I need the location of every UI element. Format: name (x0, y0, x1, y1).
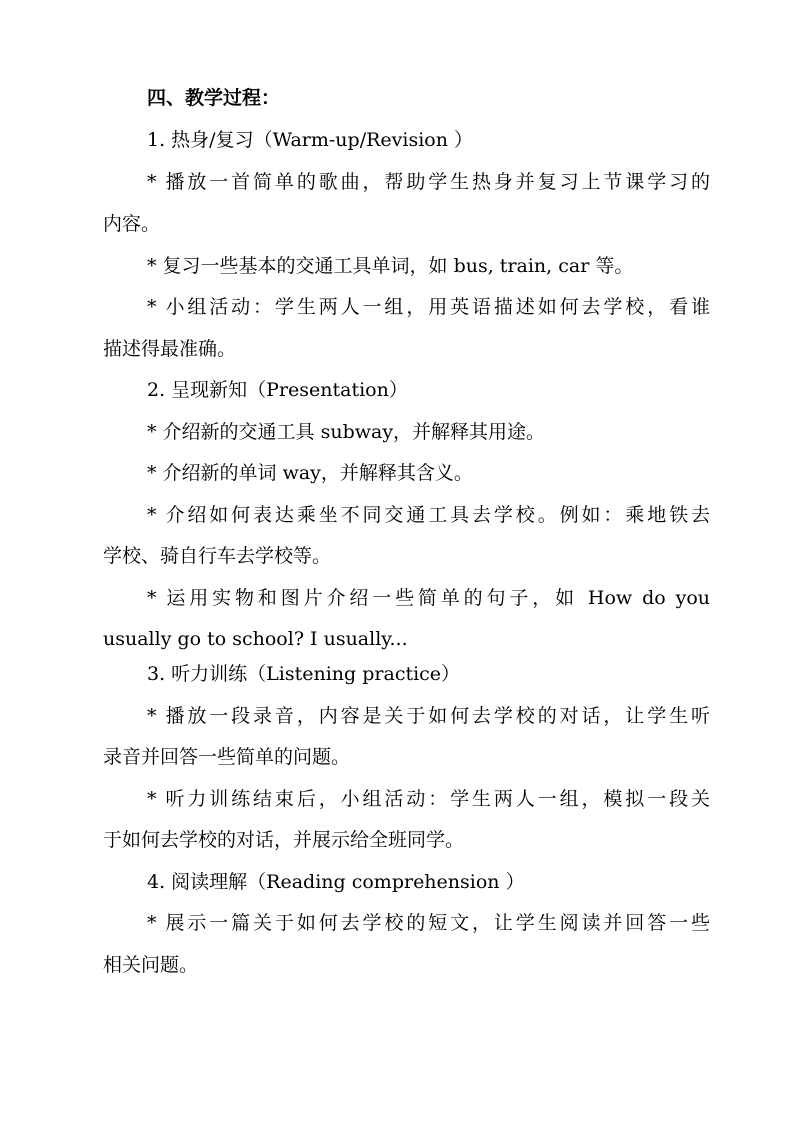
paragraph-line: * 复习一些基本的交通工具单词，如 bus, train, car 等。 (147, 255, 634, 277)
paragraph-line: * 介绍如何表达乘坐不同交通工具去学校。例如：乘地铁去 (147, 504, 710, 526)
paragraph-line: usually go to school? I usually... (103, 628, 408, 650)
paragraph-line: * 运用实物和图片介绍一些简单的句子，如 How do you (147, 587, 710, 609)
section-heading-presentation: 2. 呈现新知（Presentation） (147, 379, 408, 401)
paragraph-line: * 介绍新的单词 way，并解释其含义。 (147, 462, 473, 484)
paragraph-line: * 播放一段录音，内容是关于如何去学校的对话，让学生听 (147, 705, 710, 727)
paragraph-line: * 介绍新的交通工具 subway，并解释其用途。 (147, 421, 546, 443)
paragraph-line: 相关问题。 (103, 954, 199, 976)
paragraph-line: 录音并回答一些简单的问题。 (103, 746, 351, 768)
paragraph-line: * 听力训练结束后，小组活动：学生两人一组，模拟一段关 (147, 788, 710, 810)
page-title: 四、教学过程： (147, 87, 281, 109)
section-heading-reading: 4. 阅读理解（Reading comprehension ） (147, 871, 525, 893)
paragraph-line: * 小组活动：学生两人一组，用英语描述如何去学校，看谁 (147, 296, 710, 318)
section-heading-listening: 3. 听力训练（Listening practice） (147, 663, 461, 685)
paragraph-line: * 播放一首简单的歌曲，帮助学生热身并复习上节课学习的 (147, 171, 710, 193)
paragraph-line: 描述得最准确。 (103, 338, 237, 360)
paragraph-line: * 展示一篇关于如何去学校的短文，让学生阅读并回答一些 (147, 912, 710, 934)
paragraph-line: 于如何去学校的对话，并展示给全班同学。 (103, 829, 465, 851)
paragraph-line: 内容。 (103, 213, 161, 235)
section-heading-warmup: 1. 热身/复习（Warm-up/Revision ） (147, 129, 473, 151)
paragraph-line: 学校、骑自行车去学校等。 (103, 545, 332, 567)
